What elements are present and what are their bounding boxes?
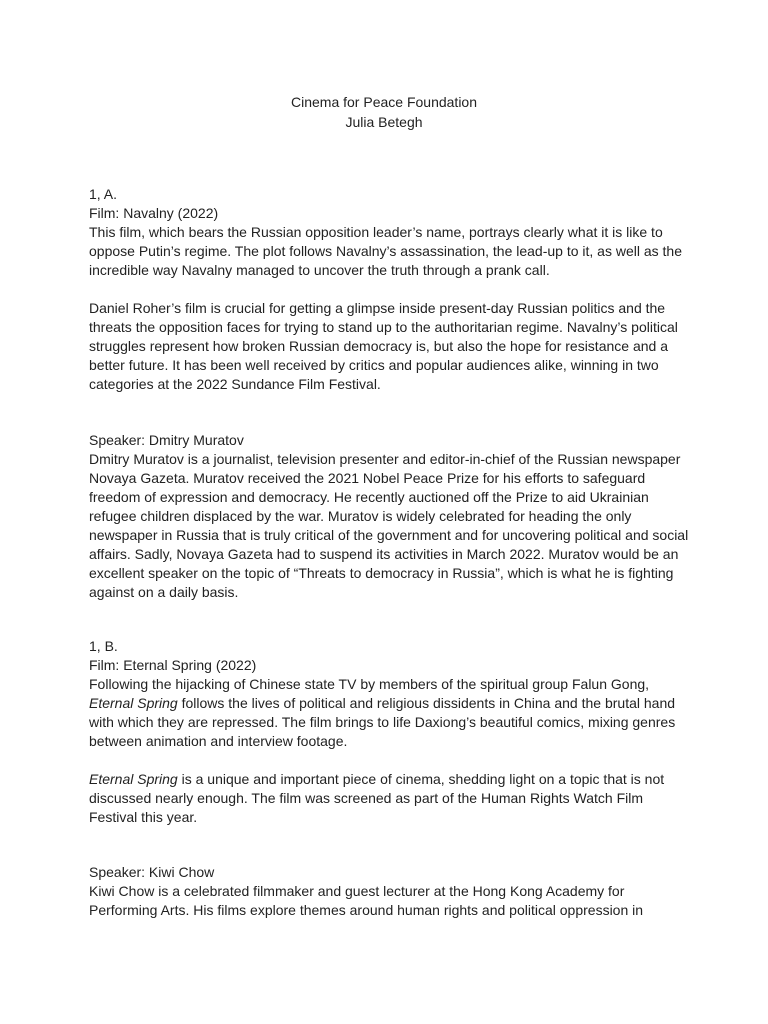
film-description: This film, which bears the Russian opposition leader’s name, portrays clearly what it is like to oppose Putin’s regime. The plot follows Navalny’s assassination, the lead-up to it, as well as the incredible way Navalny managed to uncover the truth through a prank call. [89, 224, 682, 278]
film-title: Film: Navalny (2022) [89, 205, 219, 221]
speaker-section-1b [89, 863, 689, 920]
document-header [0, 92, 768, 132]
film-title-italic: Eternal Spring [89, 695, 178, 711]
film-title: Film: Eternal Spring (2022) [89, 657, 257, 673]
section-label: 1, B. [89, 638, 118, 654]
organization-title: Cinema for Peace Foundation [291, 94, 477, 110]
description-start: Following the hijacking of Chinese state TV by members of the spiritual group Falun Gong, [89, 676, 650, 692]
film-description [89, 675, 689, 751]
speaker-heading: Speaker: Kiwi Chow [89, 864, 215, 880]
description-rest: follows the lives of political and religious dissidents in China and the brutal hand with which they are repressed. The film brings to life Daxiong’s beautiful comics, mixing genres between animation and interview footage. [89, 695, 676, 749]
analysis-rest: is a unique and important piece of cinema, shedding light on a topic that is not discussed nearly enough. The film was screened as part of the Human Rights Watch Film Festival this year. [89, 771, 665, 825]
speaker-heading: Speaker: Dmitry Muratov [89, 432, 244, 448]
speaker-bio: Kiwi Chow is a celebrated filmmaker and guest lecturer at the Hong Kong Academy for Performing Arts. His films explore themes around human rights and political oppression in [89, 883, 644, 918]
author-name: Julia Betegh [345, 114, 423, 130]
film-title-italic: Eternal Spring [89, 771, 178, 787]
film-analysis [89, 770, 689, 827]
speaker-bio: Dmitry Muratov is a journalist, television presenter and editor-in-chief of the Russian newspaper Novaya Gazeta. Muratov received the 2021 Nobel Peace Prize for his efforts to safeguard freedom of expression and democracy. He recently auctioned off the Prize to aid Ukrainian refugee children displaced by the war. Muratov is widely celebrated for heading the only newspaper in Russia that is truly critical of the government and for uncovering political and social affairs. Sadly, Novaya Gazeta had to suspend its activities in March 2022. Muratov would be an excellent speaker on the topic of “Threats to democracy in Russia”, which is what he is fighting against on a daily basis. [89, 451, 689, 600]
section-1a [89, 185, 689, 394]
section-1b [89, 637, 689, 827]
section-label: 1, A. [89, 186, 118, 202]
film-analysis: Daniel Roher’s film is crucial for getting a glimpse inside present-day Russian politics and the threats the opposition faces for trying to stand up to the authoritarian regime. Navalny’s political struggles represent how broken Russian democracy is, but also the hope for resistance and a better future. It has been well received by critics and popular audiences alike, winning in two categories at the 2022 Sundance Film Festival. [89, 300, 678, 392]
speaker-section-1a [89, 431, 689, 602]
